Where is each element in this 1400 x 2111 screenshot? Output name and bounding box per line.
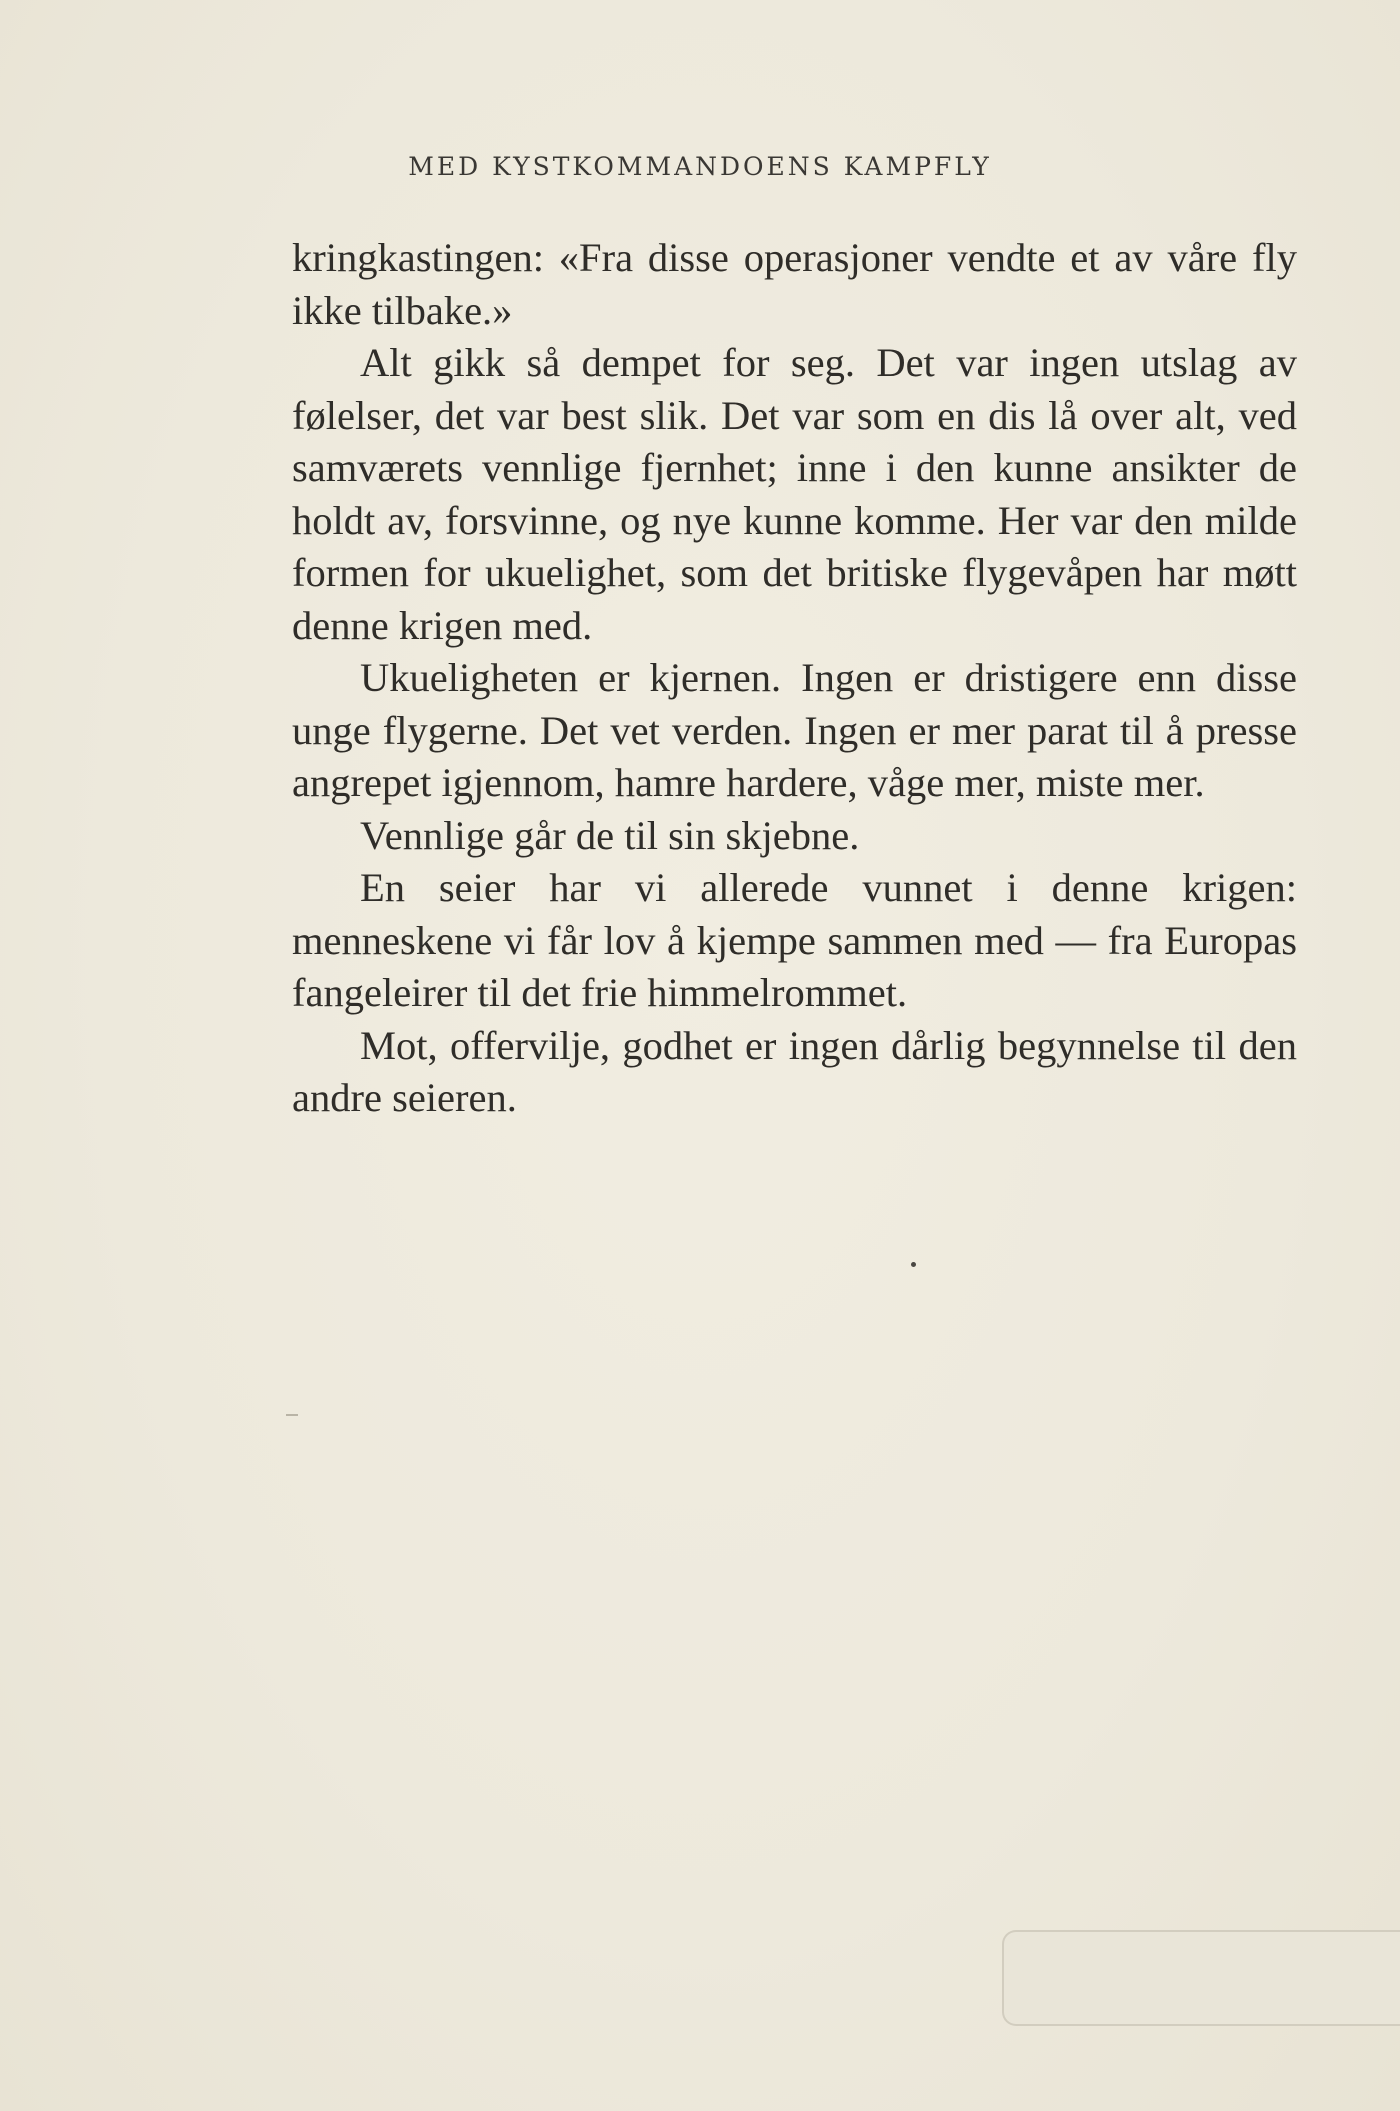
paragraph-1: kringkastingen: «Fra disse operasjoner vendte et av våre fly ikke tilbake.»: [292, 235, 1297, 333]
print-speck: [911, 1262, 916, 1267]
paragraph-6: Mot, offervilje, godhet er ingen dårlig begynnelse til den andre seieren.: [292, 1022, 1297, 1120]
paragraph-5: En seier har vi allerede vunnet i denne krigen: menneskene vi får lov å kjempe sammen med — fra Europas fangeleirer til det frie himmelrommet.: [292, 865, 1297, 1015]
paragraph-4: Vennlige går de til sin skjebne.: [360, 812, 860, 858]
running-head: MED KYSTKOMMANDOENS KAMPFLY: [408, 152, 992, 181]
body-text: [292, 232, 1297, 1125]
page-corner-tab: [1002, 1930, 1400, 2026]
paragraph-2: Alt gikk så dempet for seg. Det var ingen utslag av følelser, det var best slik. Det var som en dis lå over alt, ved samværets vennlige fjernhet; inne i den kunne ansikter de holdt av, forsvinne, og nye kunne komme. Her var den milde formen for ukuelighet, som det britiske flygevåpen har møtt denne krigen med.: [292, 340, 1297, 648]
print-mark: [286, 1414, 298, 1416]
paragraph-3: Ukueligheten er kjernen. Ingen er dristigere enn disse unge flygerne. Det vet verden. Ingen er mer parat til å presse angrepet igjennom, hamre hardere, våge mer, miste mer.: [292, 655, 1297, 805]
